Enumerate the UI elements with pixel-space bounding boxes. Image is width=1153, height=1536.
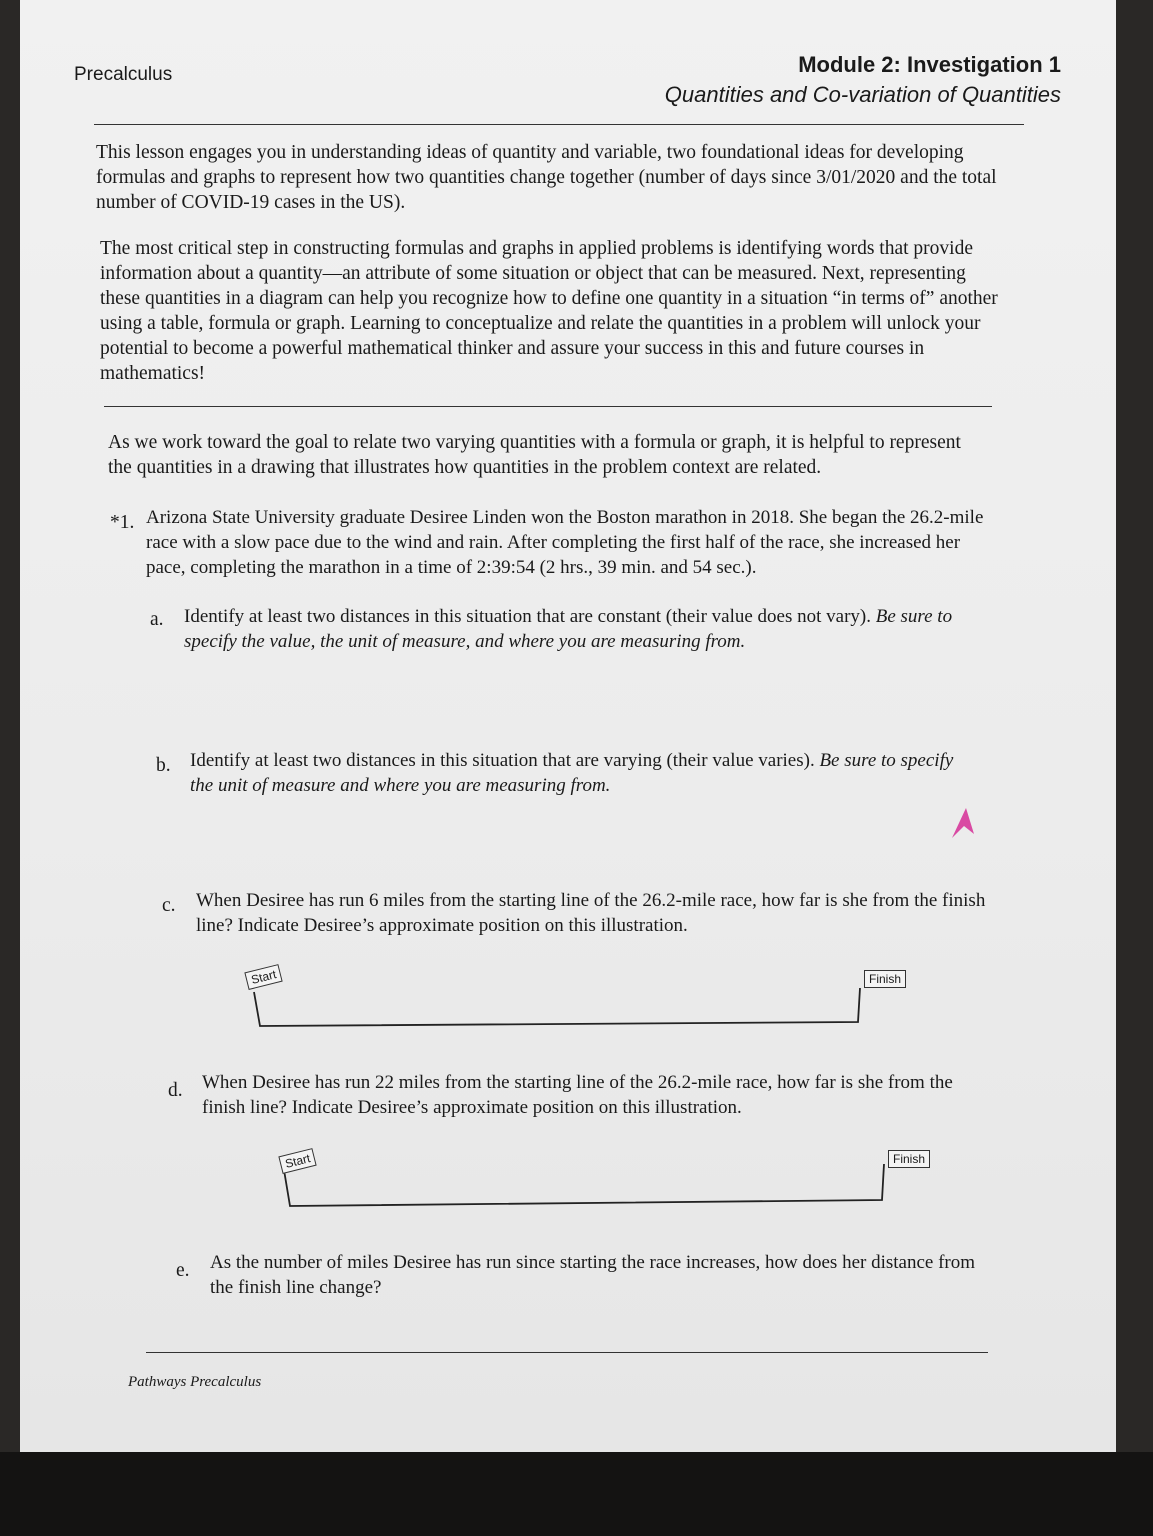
part-a-text bbox=[184, 604, 984, 654]
part-d-text: When Desiree has run 22 miles from the starting line of the 26.2-mile race, how far is she from the finish line? Indicate Desiree’s approximate position on this illustration. bbox=[202, 1072, 953, 1118]
finish-sign-d: Finish bbox=[888, 1150, 930, 1168]
part-a-question: Identify at least two distances in this situation that are constant (their value does not vary). bbox=[184, 606, 871, 627]
part-a-emphasis: Be sure to specify the value, the unit of measure, and where you are measuring from. bbox=[184, 606, 953, 652]
part-b-label: b. bbox=[156, 755, 171, 776]
footer-text: Pathways Precalculus bbox=[128, 1374, 262, 1390]
part-e-text: As the number of miles Desiree has run since starting the race increases, how does her distance from the finish line change? bbox=[210, 1252, 976, 1298]
pointer-cursor-icon bbox=[944, 806, 978, 840]
part-c-text: When Desiree has run 6 miles from the starting line of the 26.2-mile race, how far is she from the finish line? Indicate Desiree’s approximate position on this illustration. bbox=[196, 890, 986, 936]
part-c-label: c. bbox=[162, 895, 176, 916]
start-sign-c: Start bbox=[244, 964, 283, 990]
intro-paragraph-2: The most critical step in constructing formulas and graphs in applied problems is identifying words that provide information about a quantity—an attribute of some situation or object that can be measured. Next, representing these quantities in a diagram can help you recognize how to define one quantity in a situation “in terms of” another using a table, formula or graph. Learning to conceptualize and relate the quantities in a problem will unlock your potential to become a powerful mathematical thinker and assure your success in this and future courses in mathematics! bbox=[100, 238, 998, 384]
question-1-text: Arizona State University graduate Desiree Linden won the Boston marathon in 2018. She began the 26.2-mile race with a slow pace due to the wind and rain. After completing the first half of the race, she increased her pace, completing the marathon in a time of 2:39:54 (2 hrs., 39 min. and 54 sec.). bbox=[146, 507, 984, 578]
part-b-text bbox=[190, 748, 980, 798]
intro-paragraph-3: As we work toward the goal to relate two varying quantities with a formula or graph, it is helpful to represent the quantities in a drawing that illustrates how quantities in the problem context are related. bbox=[108, 432, 961, 478]
footer-rule bbox=[146, 1352, 988, 1353]
course-name: Precalculus bbox=[74, 64, 173, 85]
question-number: *1. bbox=[110, 512, 135, 533]
part-b-question: Identify at least two distances in this situation that are varying (their value varies). bbox=[190, 750, 815, 771]
desk-background bbox=[0, 1452, 1153, 1536]
intro-paragraph-1: This lesson engages you in understanding ideas of quantity and variable, two foundational ideas for developing formulas and graphs to represent how two quantities change together (number of days since 3/01/2020 and the total number of COVID-19 cases in the US). bbox=[96, 142, 997, 213]
worksheet-page bbox=[20, 0, 1116, 1452]
header-rule bbox=[94, 124, 1024, 125]
part-d-label: d. bbox=[168, 1080, 183, 1101]
module-title: Module 2: Investigation 1 bbox=[798, 52, 1061, 77]
part-e-label: e. bbox=[176, 1260, 190, 1281]
race-track-illustration-c[interactable] bbox=[246, 970, 886, 1030]
part-a-label: a. bbox=[150, 609, 164, 630]
part-b-emphasis: Be sure to specify the unit of measure and where you are measuring from. bbox=[190, 750, 954, 796]
finish-sign-c: Finish bbox=[864, 970, 906, 988]
module-subtitle: Quantities and Co-variation of Quantities bbox=[664, 82, 1061, 107]
start-sign-d: Start bbox=[278, 1148, 317, 1174]
race-track-illustration-d[interactable] bbox=[278, 1148, 918, 1208]
intro-rule bbox=[104, 406, 992, 407]
